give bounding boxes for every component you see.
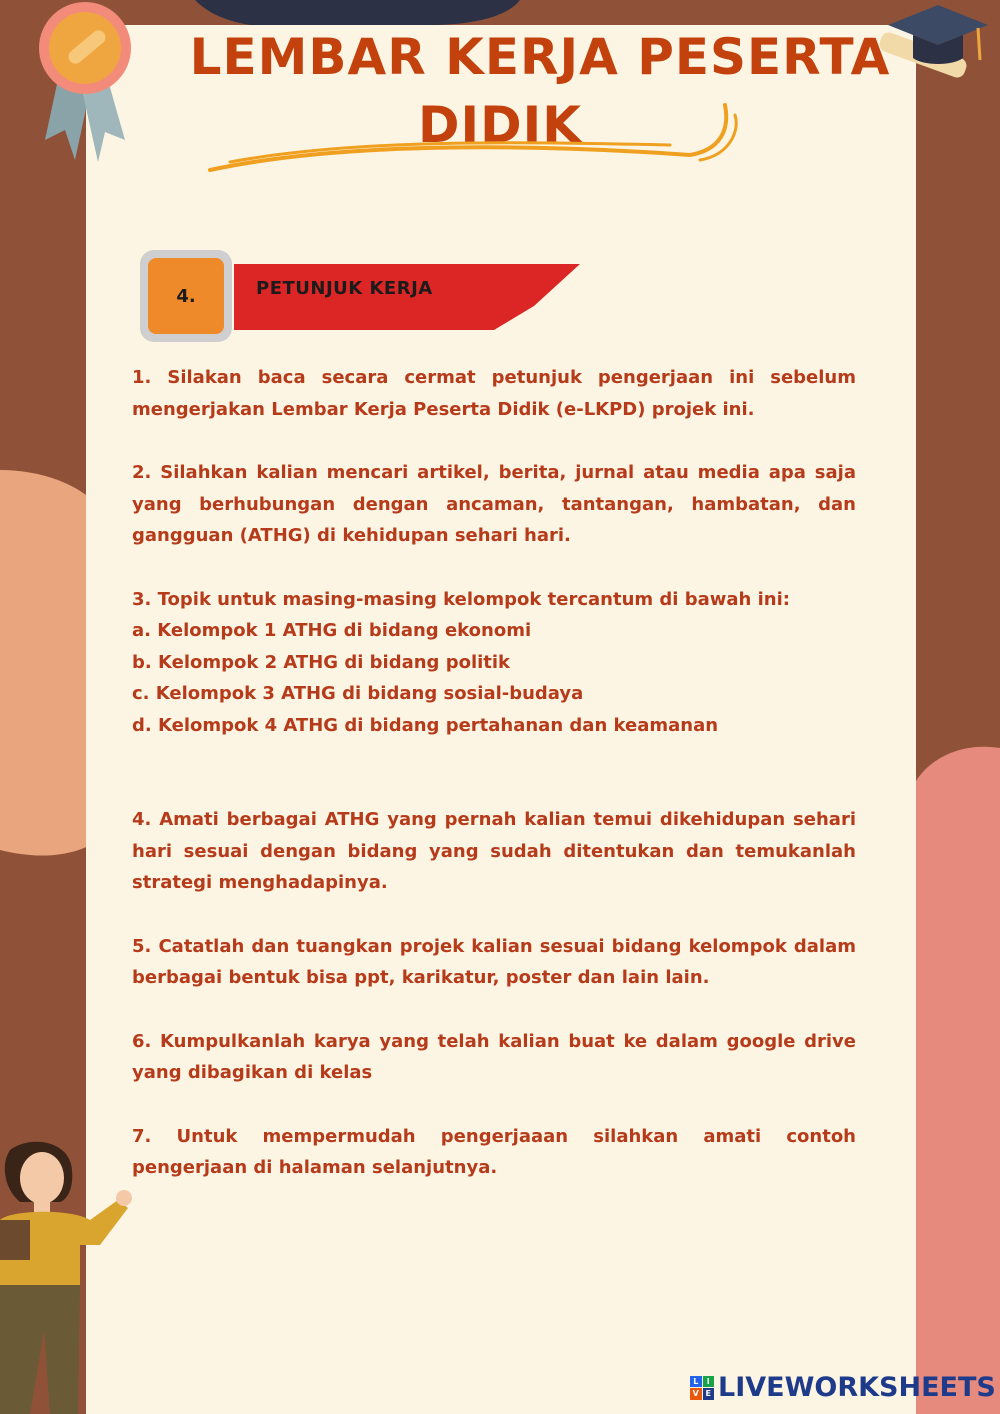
section-number: 4. [148,258,224,334]
page-title-line2: DIDIK [418,96,582,154]
instruction-2: 2. Silahkan kalian mencari artikel, berita, jurnal atau media apa saja yang berhubungan dengan ancaman, tantangan, hambatan, dan gangguan (ATHG) di kehidupan sehari hari. [132,462,856,546]
group-item-b: b. Kelompok 2 ATHG di bidang politik [132,651,511,673]
instructions-list [132,362,856,1216]
instruction-3: 3. Topik untuk masing-masing kelompok tercantum di bawah ini: [132,588,790,610]
section-title: PETUNJUK KERJA [256,278,433,299]
teacher-illustration [0,1140,140,1414]
title-underline-swoosh [200,100,760,180]
group-item-c: c. Kelompok 3 ATHG di bidang sosial-budaya [132,683,584,704]
instruction-6: 6. Kumpulkanlah karya yang telah kalian buat ke dalam google drive yang dibagikan di kelas [132,1030,856,1083]
instruction-4: 4. Amati berbagai ATHG yang pernah kalian temui dikehidupan sehari hari sesuai dengan bidang yang sudah ditentukan dan temukanlah strategi menghadapinya. [132,809,856,893]
page-title-line1: LEMBAR KERJA PESERTA [189,28,891,86]
instruction-7: 7. Untuk mempermudah pengerjaaan silahkan amati contoh pengerjaan di halaman selanjutnya. [132,1125,856,1178]
group-item-d: d. Kelompok 4 ATHG di bidang pertahanan dan keamanan [132,714,719,736]
section-number-box [140,250,232,342]
liveworksheets-logo [690,1372,996,1403]
liveworksheets-icon: L I V E [690,1376,714,1400]
section-header [140,250,600,346]
liveworksheets-wordmark: LIVEWORKSHEETS [718,1372,996,1403]
instruction-5: 5. Catatlah dan tuangkan projek kalian sesuai bidang kelompok dalam berbagai bentuk bisa ppt, karikatur, poster dan lain lain. [132,935,856,988]
group-item-a: a. Kelompok 1 ATHG di bidang ekonomi [132,620,532,641]
instruction-1: 1. Silakan baca secara cermat petunjuk pengerjaan ini sebelum mengerjakan Lembar Kerja Peserta Didik (e-LKPD) projek ini. [132,367,856,420]
